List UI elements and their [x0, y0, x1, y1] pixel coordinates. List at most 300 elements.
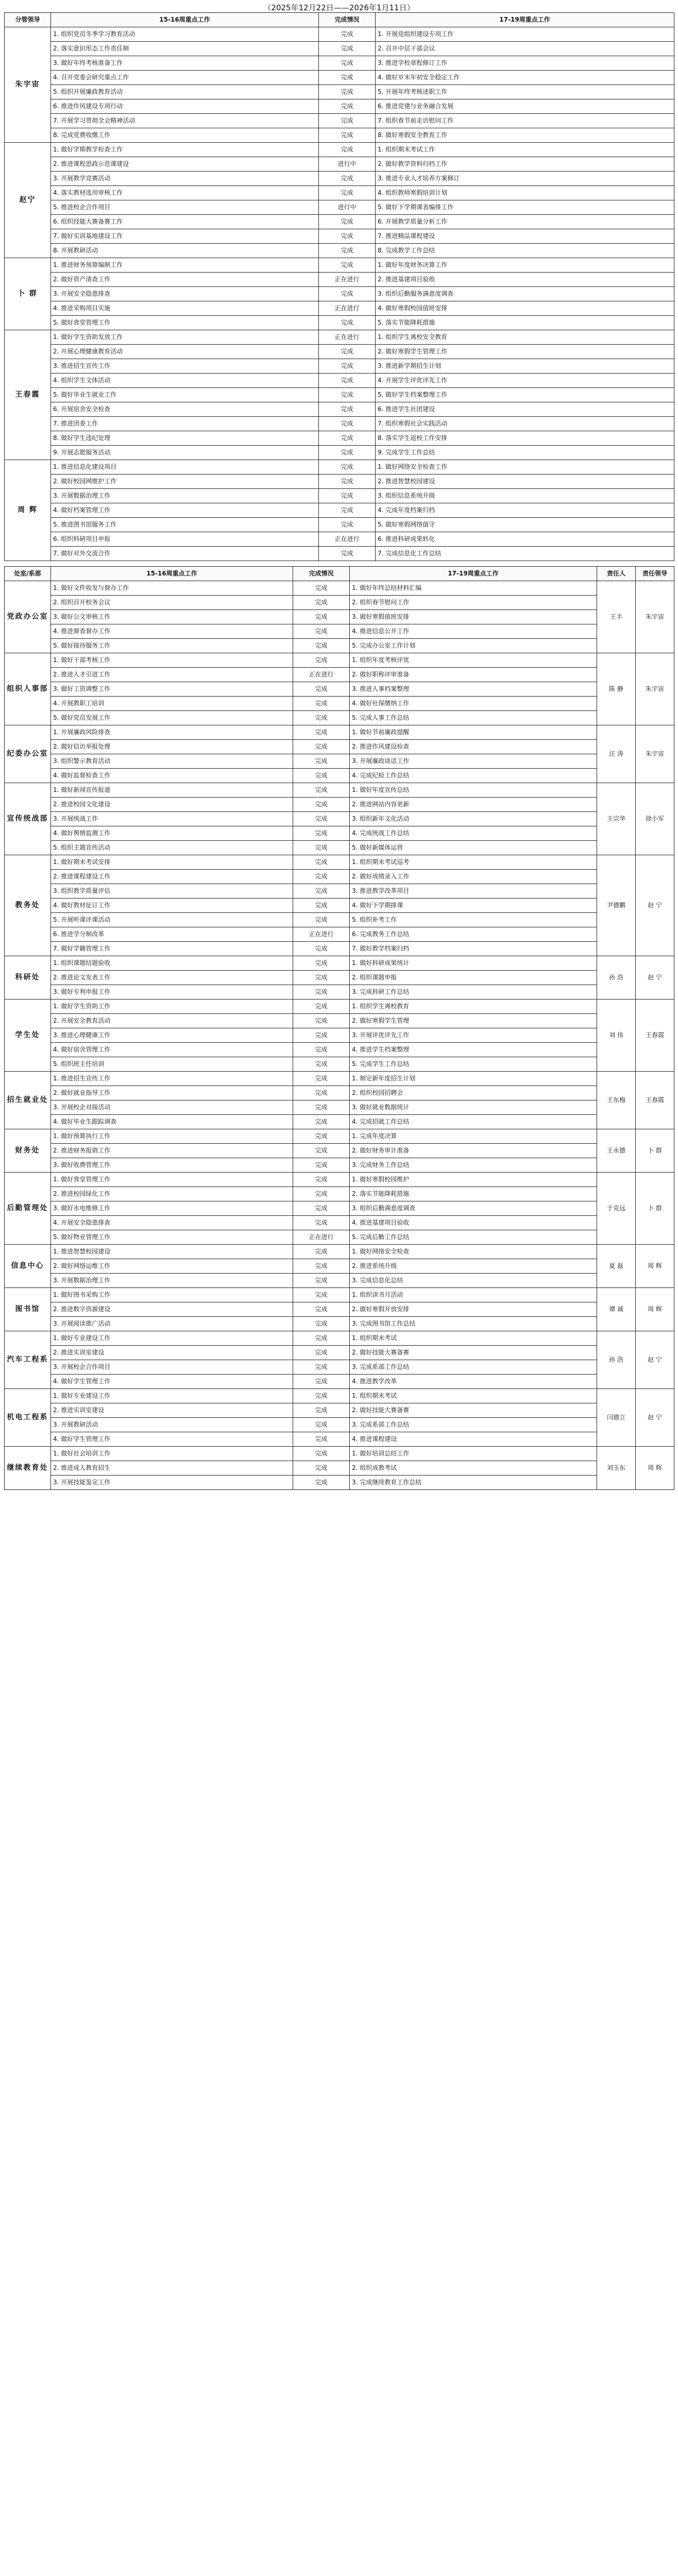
task-weeks-15-16: 1. 做好学生资助工作 — [51, 999, 293, 1014]
task-weeks-15-16: 1. 做好干部考核工作 — [51, 653, 293, 668]
table-row — [5, 1360, 674, 1375]
responsible-leader: 周 辉 — [636, 1447, 674, 1490]
table-row — [5, 1403, 674, 1418]
responsible-person: 王永德 — [597, 1129, 636, 1173]
table-row — [5, 1028, 674, 1043]
status-cell: 完成 — [293, 1129, 350, 1144]
status-cell: 完成 — [319, 417, 376, 431]
status-cell: 完成 — [293, 855, 350, 870]
task-weeks-17-19: 8. 完成教学工作总结 — [376, 244, 674, 258]
leader-work-table — [4, 12, 674, 561]
task-weeks-17-19: 2. 做好寒假学生管理 — [350, 1014, 597, 1028]
status-cell: 正在进行 — [319, 532, 376, 547]
status-cell: 完成 — [319, 42, 376, 56]
task-weeks-17-19: 2. 落实节能降耗措施 — [350, 1187, 597, 1201]
department-work-table — [4, 566, 674, 1490]
task-weeks-17-19: 3. 推进新学期招生计划 — [376, 359, 674, 374]
task-weeks-17-19: 2. 推进智慧校园建设 — [376, 474, 674, 489]
table-row — [5, 244, 674, 258]
table-row — [5, 1230, 674, 1245]
task-weeks-17-19: 3. 完成信息化总结 — [350, 1274, 597, 1288]
col-responsible-leader: 责任领导 — [636, 567, 674, 581]
col-person: 责任人 — [597, 567, 636, 581]
table-row — [5, 610, 674, 624]
table-row — [5, 999, 674, 1014]
table-row — [5, 581, 674, 596]
responsible-leader: 卜 群 — [636, 1173, 674, 1245]
department-name: 党政办公室 — [5, 581, 51, 653]
leader-name: 卜 群 — [5, 258, 51, 330]
table-row — [5, 668, 674, 682]
task-weeks-17-19: 4. 完成纪检工作总结 — [350, 769, 597, 783]
status-cell: 完成 — [293, 1100, 350, 1115]
responsible-person: 孙 浩 — [597, 956, 636, 999]
task-weeks-17-19: 3. 推进人事档案整理 — [350, 682, 597, 697]
table-row — [5, 1144, 674, 1158]
task-weeks-17-19: 3. 完成系部工作总结 — [350, 1418, 597, 1432]
task-weeks-17-19: 1. 做好科研成果统计 — [350, 956, 597, 971]
task-weeks-15-16: 5. 推进校企合作项目 — [51, 200, 319, 215]
table-row — [5, 287, 674, 301]
table-row — [5, 229, 674, 244]
status-cell: 完成 — [293, 1274, 350, 1288]
table-row — [5, 172, 674, 186]
task-weeks-15-16: 1. 做好新闻宣传报道 — [51, 783, 293, 798]
task-weeks-17-19: 3. 组织信息系统升级 — [376, 489, 674, 503]
table-row — [5, 769, 674, 783]
status-cell: 完成 — [319, 215, 376, 229]
status-cell: 完成 — [293, 639, 350, 653]
table-row — [5, 1086, 674, 1100]
task-weeks-15-16: 2. 推进实训室建设 — [51, 1403, 293, 1418]
responsible-leader: 赵 宁 — [636, 1389, 674, 1447]
status-cell: 正在进行 — [319, 330, 376, 345]
task-weeks-17-19: 4. 做好社保缴纳工作 — [350, 697, 597, 711]
status-cell: 完成 — [293, 798, 350, 812]
status-cell: 完成 — [293, 841, 350, 855]
task-weeks-15-16: 1. 推进财务预算编制工作 — [51, 258, 319, 273]
task-weeks-15-16: 4. 做好档案管理工作 — [51, 503, 319, 518]
department-name: 继续教育处 — [5, 1447, 51, 1490]
task-weeks-15-16: 5. 组织主题宣传活动 — [51, 841, 293, 855]
table-row — [5, 1461, 674, 1476]
task-weeks-17-19: 6. 完成教务工作总结 — [350, 927, 597, 942]
task-weeks-15-16: 4. 做好监督检查工作 — [51, 769, 293, 783]
task-weeks-17-19: 7. 推进精品课程建设 — [376, 229, 674, 244]
table-row — [5, 359, 674, 374]
responsible-person: 王丰 — [597, 581, 636, 653]
col-weeks-15-16: 15-16周重点工作 — [51, 567, 293, 581]
task-weeks-17-19: 2. 组织春节慰问工作 — [350, 596, 597, 610]
table-row — [5, 460, 674, 474]
task-weeks-15-16: 1. 做好专业建设工作 — [51, 1331, 293, 1346]
task-weeks-17-19: 1. 组织期末考试 — [350, 1331, 597, 1346]
task-weeks-17-19: 3. 做好寒假值班安排 — [350, 610, 597, 624]
table-row — [5, 855, 674, 870]
status-cell: 完成 — [293, 1173, 350, 1187]
task-weeks-15-16: 8. 做好学生违纪处理 — [51, 431, 319, 446]
task-weeks-17-19: 2. 组织课题申报 — [350, 971, 597, 985]
task-weeks-15-16: 2. 做好信访举报处理 — [51, 740, 293, 754]
task-weeks-17-19: 4. 推进教学改革 — [350, 1375, 597, 1389]
table-row — [5, 1288, 674, 1302]
status-cell: 完成 — [293, 1201, 350, 1216]
status-cell: 完成 — [293, 1028, 350, 1043]
col-weeks-17-19: 17-19周重点工作 — [350, 567, 597, 581]
status-cell: 完成 — [293, 999, 350, 1014]
task-weeks-15-16: 2. 推进校园绿化工作 — [51, 1187, 293, 1201]
task-weeks-15-16: 8. 完成党费收缴工作 — [51, 128, 319, 143]
table-row — [5, 474, 674, 489]
status-cell: 完成 — [293, 942, 350, 956]
task-weeks-15-16: 3. 开展校企对接活动 — [51, 1100, 293, 1115]
task-weeks-15-16: 7. 推进团委工作 — [51, 417, 319, 431]
status-cell: 完成 — [293, 956, 350, 971]
table-row — [5, 1129, 674, 1144]
status-cell: 完成 — [293, 653, 350, 668]
status-cell: 完成 — [319, 56, 376, 71]
table-row — [5, 431, 674, 446]
status-cell: 完成 — [293, 754, 350, 769]
status-cell: 正在进行 — [319, 301, 376, 316]
task-weeks-17-19: 5. 做好学生档案整理工作 — [376, 388, 674, 402]
task-weeks-17-19: 4. 完成年度档案归档 — [376, 503, 674, 518]
table-row — [5, 114, 674, 128]
task-weeks-15-16: 4. 落实教材选用审核工作 — [51, 186, 319, 200]
status-cell: 完成 — [293, 1043, 350, 1057]
status-cell: 正在进行 — [293, 1230, 350, 1245]
table-row — [5, 1317, 674, 1331]
task-weeks-15-16: 2. 开展安全教育活动 — [51, 1014, 293, 1028]
task-weeks-17-19: 1. 组织学生离校教育 — [350, 999, 597, 1014]
task-weeks-17-19: 1. 组织读书月活动 — [350, 1288, 597, 1302]
table-row — [5, 330, 674, 345]
table-row — [5, 1187, 674, 1201]
task-weeks-15-16: 4. 做好学生管理工作 — [51, 1375, 293, 1389]
task-weeks-15-16: 6. 推进学分制改革 — [51, 927, 293, 942]
department-name: 图书馆 — [5, 1288, 51, 1331]
department-name: 教务处 — [5, 855, 51, 956]
responsible-leader: 赵 宁 — [636, 1331, 674, 1389]
status-cell: 完成 — [293, 899, 350, 913]
table-row — [5, 826, 674, 841]
department-name: 组织人事部 — [5, 653, 51, 725]
table-row — [5, 798, 674, 812]
task-weeks-15-16: 6. 组织科研项目申报 — [51, 532, 319, 547]
task-weeks-15-16: 1. 做好专业建设工作 — [51, 1389, 293, 1403]
status-cell: 完成 — [293, 697, 350, 711]
task-weeks-15-16: 1. 做好学期教学检查工作 — [51, 143, 319, 157]
task-weeks-17-19: 6. 推进党建与业务融合发展 — [376, 99, 674, 114]
task-weeks-17-19: 1. 组织期末考试巡考 — [350, 855, 597, 870]
col-weeks-17-19: 17-19周重点工作 — [376, 13, 674, 27]
table-row — [5, 1447, 674, 1461]
status-cell: 完成 — [293, 1115, 350, 1129]
responsible-person: 尹德鹏 — [597, 855, 636, 956]
responsible-leader: 王春霞 — [636, 1072, 674, 1129]
col-weeks-15-16: 15-16周重点工作 — [51, 13, 319, 27]
table-row — [5, 812, 674, 826]
task-weeks-17-19: 2. 推进网站内容更新 — [350, 798, 597, 812]
task-weeks-17-19: 5. 做好新媒体运营 — [350, 841, 597, 855]
status-cell: 完成 — [293, 1259, 350, 1274]
table-row — [5, 1057, 674, 1072]
table-row — [5, 301, 674, 316]
task-weeks-17-19: 3. 开展评优评先工作 — [350, 1028, 597, 1043]
task-weeks-15-16: 2. 做好网络运维工作 — [51, 1259, 293, 1274]
status-cell: 完成 — [319, 431, 376, 446]
responsible-person: 夏 磊 — [597, 1245, 636, 1288]
task-weeks-17-19: 1. 做好年度宣传总结 — [350, 783, 597, 798]
status-cell: 完成 — [293, 1403, 350, 1418]
leader-name: 王春霞 — [5, 330, 51, 460]
task-weeks-15-16: 4. 做好毕业生跟踪调查 — [51, 1115, 293, 1129]
table-row — [5, 1072, 674, 1086]
table-row — [5, 985, 674, 999]
table-row — [5, 1432, 674, 1447]
status-cell: 完成 — [293, 596, 350, 610]
col-status: 完成情况 — [293, 567, 350, 581]
table-row — [5, 446, 674, 460]
task-weeks-15-16: 4. 做好教材征订工作 — [51, 899, 293, 913]
task-weeks-17-19: 3. 开展廉政谈话工作 — [350, 754, 597, 769]
task-weeks-15-16: 2. 推进成人教育招生 — [51, 1461, 293, 1476]
status-cell: 完成 — [319, 547, 376, 561]
table-row — [5, 697, 674, 711]
responsible-leader: 赵 宁 — [636, 855, 674, 956]
status-cell: 完成 — [319, 128, 376, 143]
task-weeks-15-16: 3. 开展安全隐患排查 — [51, 287, 319, 301]
status-cell: 完成 — [293, 1158, 350, 1173]
responsible-person: 汪 涛 — [597, 725, 636, 783]
table-row — [5, 503, 674, 518]
task-weeks-15-16: 2. 做好资产清查工作 — [51, 273, 319, 287]
status-cell: 完成 — [293, 1461, 350, 1476]
status-cell: 完成 — [293, 624, 350, 639]
task-weeks-17-19: 4. 开展学生评优评先工作 — [376, 374, 674, 388]
task-weeks-17-19: 7. 组织寒假社会实践活动 — [376, 417, 674, 431]
task-weeks-15-16: 2. 推进论文发表工作 — [51, 971, 293, 985]
table-row — [5, 1158, 674, 1173]
task-weeks-17-19: 4. 推进信息公开工作 — [350, 624, 597, 639]
table-row — [5, 1346, 674, 1360]
responsible-leader: 卜 群 — [636, 1129, 674, 1173]
task-weeks-15-16: 3. 开展校企合作项目 — [51, 1360, 293, 1375]
status-cell: 完成 — [319, 503, 376, 518]
responsible-leader: 朱宇宙 — [636, 653, 674, 725]
status-cell: 完成 — [319, 474, 376, 489]
department-name: 信息中心 — [5, 1245, 51, 1288]
status-cell: 完成 — [293, 1288, 350, 1302]
table-row — [5, 754, 674, 769]
task-weeks-15-16: 3. 做好水电维修工作 — [51, 1201, 293, 1216]
status-cell: 正在进行 — [293, 668, 350, 682]
table-row — [5, 157, 674, 172]
status-cell: 完成 — [293, 870, 350, 884]
status-cell: 完成 — [293, 1331, 350, 1346]
task-weeks-17-19: 5. 完成人事工作总结 — [350, 711, 597, 725]
task-weeks-17-19: 3. 做好就业数据统计 — [350, 1100, 597, 1115]
table-row — [5, 532, 674, 547]
table-row — [5, 725, 674, 740]
task-weeks-17-19: 7. 组织春节前走访慰问工作 — [376, 114, 674, 128]
status-cell: 完成 — [319, 402, 376, 417]
table-row — [5, 1375, 674, 1389]
table-row — [5, 1201, 674, 1216]
task-weeks-15-16: 6. 组织技能大赛备赛工作 — [51, 215, 319, 229]
task-weeks-17-19: 4. 推进学生档案整理 — [350, 1043, 597, 1057]
task-weeks-17-19: 2. 做好寒假开放安排 — [350, 1302, 597, 1317]
table-row — [5, 639, 674, 653]
task-weeks-15-16: 4. 推进督查督办工作 — [51, 624, 293, 639]
task-weeks-17-19: 1. 完成年度决算 — [350, 1129, 597, 1144]
task-weeks-15-16: 1. 做好期末考试安排 — [51, 855, 293, 870]
status-cell: 完成 — [319, 143, 376, 157]
task-weeks-15-16: 1. 做好预算执行工作 — [51, 1129, 293, 1144]
table-row — [5, 200, 674, 215]
status-cell: 完成 — [293, 610, 350, 624]
task-weeks-15-16: 3. 开展技能鉴定工作 — [51, 1476, 293, 1490]
task-weeks-17-19: 1. 做好培训总结工作 — [350, 1447, 597, 1461]
task-weeks-17-19: 1. 组织期末考试 — [350, 1389, 597, 1403]
task-weeks-15-16: 4. 开展安全隐患排查 — [51, 1216, 293, 1230]
table-row — [5, 942, 674, 956]
table-row — [5, 783, 674, 798]
task-weeks-15-16: 2. 推进财务报销工作 — [51, 1144, 293, 1158]
table-row — [5, 186, 674, 200]
task-weeks-15-16: 3. 开展统战工作 — [51, 812, 293, 826]
status-cell: 完成 — [293, 884, 350, 899]
table-row — [5, 1216, 674, 1230]
task-weeks-17-19: 3. 组织新年文化活动 — [350, 812, 597, 826]
task-weeks-15-16: 1. 推进信息化建设项目 — [51, 460, 319, 474]
responsible-leader: 朱宇宙 — [636, 581, 674, 653]
status-cell: 完成 — [319, 359, 376, 374]
status-cell: 完成 — [319, 446, 376, 460]
responsible-leader: 徐小军 — [636, 783, 674, 855]
period-title: （2025年12月22日——2026年1月11日） — [263, 3, 415, 12]
task-weeks-17-19: 4. 完成统战工作总结 — [350, 826, 597, 841]
responsible-person: 王宗华 — [597, 783, 636, 855]
status-cell: 完成 — [293, 1389, 350, 1403]
responsible-person: 刘 伟 — [597, 999, 636, 1072]
task-weeks-15-16: 4. 开展教职工培训 — [51, 697, 293, 711]
task-weeks-15-16: 5. 做好党员发展工作 — [51, 711, 293, 725]
table-row — [5, 85, 674, 99]
task-weeks-15-16: 6. 推进作风建设专项行动 — [51, 99, 319, 114]
col-status: 完成情况 — [319, 13, 376, 27]
task-weeks-17-19: 1. 组织期末考试工作 — [376, 143, 674, 157]
task-weeks-17-19: 2. 推进基建项目验收 — [376, 273, 674, 287]
responsible-person: 闫德立 — [597, 1389, 636, 1447]
task-weeks-15-16: 1. 推进智慧校园建设 — [51, 1245, 293, 1259]
table-row — [5, 489, 674, 503]
task-weeks-17-19: 8. 落实学生返校工作安排 — [376, 431, 674, 446]
task-weeks-17-19: 2. 做好寒假学生管理工作 — [376, 345, 674, 359]
status-cell: 完成 — [319, 99, 376, 114]
task-weeks-17-19: 2. 召开中层干部会议 — [376, 42, 674, 56]
table-row — [5, 128, 674, 143]
status-cell: 完成 — [293, 1346, 350, 1360]
task-weeks-17-19: 5. 完成学生工作总结 — [350, 1057, 597, 1072]
task-weeks-15-16: 1. 做好图书采购工作 — [51, 1288, 293, 1302]
table-row — [5, 99, 674, 114]
status-cell: 完成 — [319, 374, 376, 388]
status-cell: 完成 — [293, 1086, 350, 1100]
table-row — [5, 71, 674, 85]
task-weeks-17-19: 2. 做好技能大赛备赛 — [350, 1403, 597, 1418]
table-row — [5, 215, 674, 229]
task-weeks-17-19: 1. 做好网络安全检查工作 — [376, 460, 674, 474]
table-row — [5, 653, 674, 668]
table-row — [5, 27, 674, 42]
responsible-person: 王东梅 — [597, 1072, 636, 1129]
table-row — [5, 1259, 674, 1274]
status-cell: 完成 — [293, 826, 350, 841]
status-cell: 完成 — [319, 244, 376, 258]
leader-name: 周 辉 — [5, 460, 51, 561]
table-row — [5, 682, 674, 697]
table-row — [5, 956, 674, 971]
task-weeks-15-16: 5. 做好食堂管理工作 — [51, 316, 319, 330]
status-cell: 完成 — [319, 172, 376, 186]
status-cell: 完成 — [293, 1317, 350, 1331]
task-weeks-15-16: 1. 组织党员冬季学习教育活动 — [51, 27, 319, 42]
status-cell: 完成 — [319, 518, 376, 532]
status-cell: 完成 — [319, 229, 376, 244]
table-row — [5, 1331, 674, 1346]
task-weeks-15-16: 2. 组织召开校务会议 — [51, 596, 293, 610]
task-weeks-17-19: 2. 推进作风建设检查 — [350, 740, 597, 754]
task-weeks-17-19: 2. 做好财务审计准备 — [350, 1144, 597, 1158]
responsible-person: 刘玉东 — [597, 1447, 636, 1490]
table-row — [5, 1418, 674, 1432]
status-cell: 完成 — [293, 1476, 350, 1490]
status-cell: 完成 — [293, 1014, 350, 1028]
task-weeks-15-16: 3. 开展数据治理工作 — [51, 1274, 293, 1288]
task-weeks-15-16: 2. 做好就业指导工作 — [51, 1086, 293, 1100]
task-weeks-15-16: 3. 做好年终考核准备工作 — [51, 56, 319, 71]
task-weeks-17-19: 3. 推进学校章程修订工作 — [376, 56, 674, 71]
task-weeks-15-16: 7. 做好学籍管理工作 — [51, 942, 293, 956]
task-weeks-15-16: 2. 推进实训室建设 — [51, 1346, 293, 1360]
task-weeks-15-16: 8. 开展教研活动 — [51, 244, 319, 258]
status-cell: 完成 — [293, 1216, 350, 1230]
table-row — [5, 1100, 674, 1115]
task-weeks-15-16: 2. 推进课程建设工作 — [51, 870, 293, 884]
table-row — [5, 417, 674, 431]
status-cell: 完成 — [293, 725, 350, 740]
table-row — [5, 345, 674, 359]
task-weeks-15-16: 5. 组织班主任培训 — [51, 1057, 293, 1072]
status-cell: 完成 — [319, 85, 376, 99]
task-weeks-17-19: 4. 推进基建项目验收 — [350, 1216, 597, 1230]
task-weeks-17-19: 6. 开展教学质量分析工作 — [376, 215, 674, 229]
table-row — [5, 388, 674, 402]
task-weeks-15-16: 3. 开展教学竞赛活动 — [51, 172, 319, 186]
status-cell: 进行中 — [319, 200, 376, 215]
table-row — [5, 884, 674, 899]
status-cell: 进行中 — [319, 157, 376, 172]
task-weeks-17-19: 6. 推进学生社团建设 — [376, 402, 674, 417]
task-weeks-17-19: 3. 完成系部工作总结 — [350, 1360, 597, 1375]
department-name: 纪委办公室 — [5, 725, 51, 783]
responsible-leader: 周 辉 — [636, 1288, 674, 1331]
task-weeks-15-16: 4. 推进采购项目实施 — [51, 301, 319, 316]
department-name: 汽车工程系 — [5, 1331, 51, 1389]
table-row — [5, 971, 674, 985]
status-cell: 完成 — [319, 71, 376, 85]
